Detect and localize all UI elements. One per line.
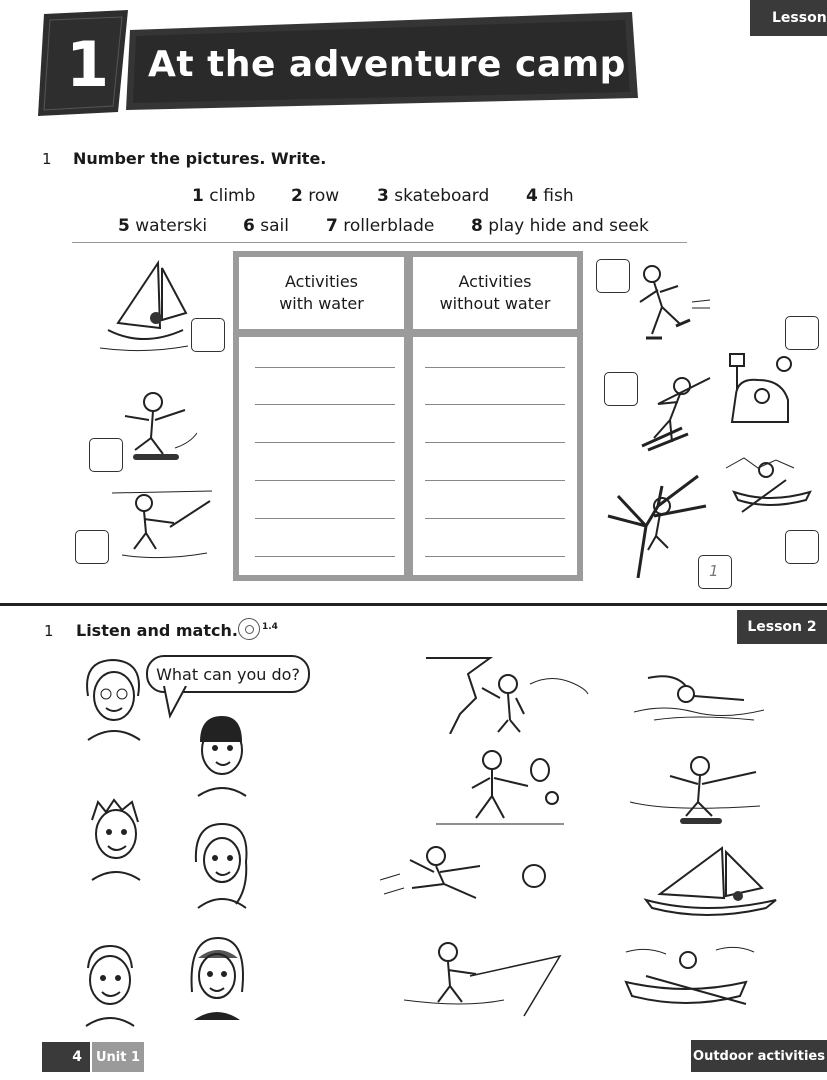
lesson-2-tab: Lesson 2 <box>737 610 827 644</box>
sailing-boat-picture <box>626 846 786 922</box>
word-item: 6 sail <box>243 216 289 236</box>
swimming-picture <box>634 660 769 724</box>
exercise-number: 1 <box>42 150 52 168</box>
audio-cd-icon[interactable] <box>238 618 260 640</box>
answer-box[interactable] <box>596 259 630 293</box>
girl-face <box>186 932 248 1022</box>
fishing-boy-picture <box>404 938 564 1020</box>
answer-box[interactable] <box>604 372 638 406</box>
answer-box[interactable] <box>191 318 225 352</box>
col1-writing-area[interactable] <box>239 337 404 575</box>
answer-box[interactable] <box>785 316 819 350</box>
tennis-picture <box>436 748 564 830</box>
word-item: 8 play hide and seek <box>471 216 649 236</box>
skateboarding-picture <box>630 752 762 834</box>
unit-label: Unit 1 <box>92 1042 144 1072</box>
answer-box[interactable] <box>89 438 123 472</box>
col2-writing-area[interactable] <box>413 337 577 575</box>
exercise-number: 1 <box>44 622 54 640</box>
rowing-picture <box>724 452 814 517</box>
climbing-picture <box>420 654 590 734</box>
hide-and-seek-picture <box>722 350 802 428</box>
col1-header: Activities with water <box>239 257 404 329</box>
fishing-picture <box>112 483 217 563</box>
page-title: At the adventure camp <box>148 44 626 85</box>
girl-face <box>188 818 254 910</box>
word-item: 7 rollerblade <box>326 216 435 236</box>
word-box-rule <box>72 242 687 243</box>
boy-face <box>84 796 146 882</box>
word-item: 5 waterski <box>118 216 208 236</box>
word-item: 2 row <box>291 186 340 206</box>
teacher-face <box>78 656 148 742</box>
lesson-number: 1 <box>66 28 110 101</box>
boy-face <box>78 940 142 1028</box>
skateboard-picture <box>115 388 200 473</box>
answer-box[interactable] <box>75 530 109 564</box>
word-item: 1 climb <box>192 186 256 206</box>
rollerblade-picture <box>632 262 712 347</box>
speech-bubble: What can you do? <box>146 655 310 693</box>
page-number: 4 <box>42 1042 90 1072</box>
track-number: 1.4 <box>262 622 278 632</box>
boy-face <box>190 712 250 798</box>
example-answer-box[interactable]: 1 <box>698 555 732 589</box>
rowing-boat-picture <box>616 942 756 1020</box>
word-item: 3 skateboard <box>377 186 490 206</box>
answer-box[interactable] <box>785 530 819 564</box>
activities-table <box>233 251 583 581</box>
exercise-instruction: Listen and match. <box>76 621 238 640</box>
section-label: Outdoor activities <box>691 1040 827 1072</box>
col2-header: Activities without water <box>413 257 577 329</box>
exercise-instruction: Number the pictures. Write. <box>73 149 327 168</box>
football-picture <box>380 840 550 912</box>
section-divider <box>0 603 827 606</box>
sailing-picture <box>98 258 190 358</box>
word-item: 4 fish <box>526 186 574 206</box>
lesson-tab: Lesson <box>750 0 827 36</box>
speech-bubble-tail <box>160 686 190 720</box>
